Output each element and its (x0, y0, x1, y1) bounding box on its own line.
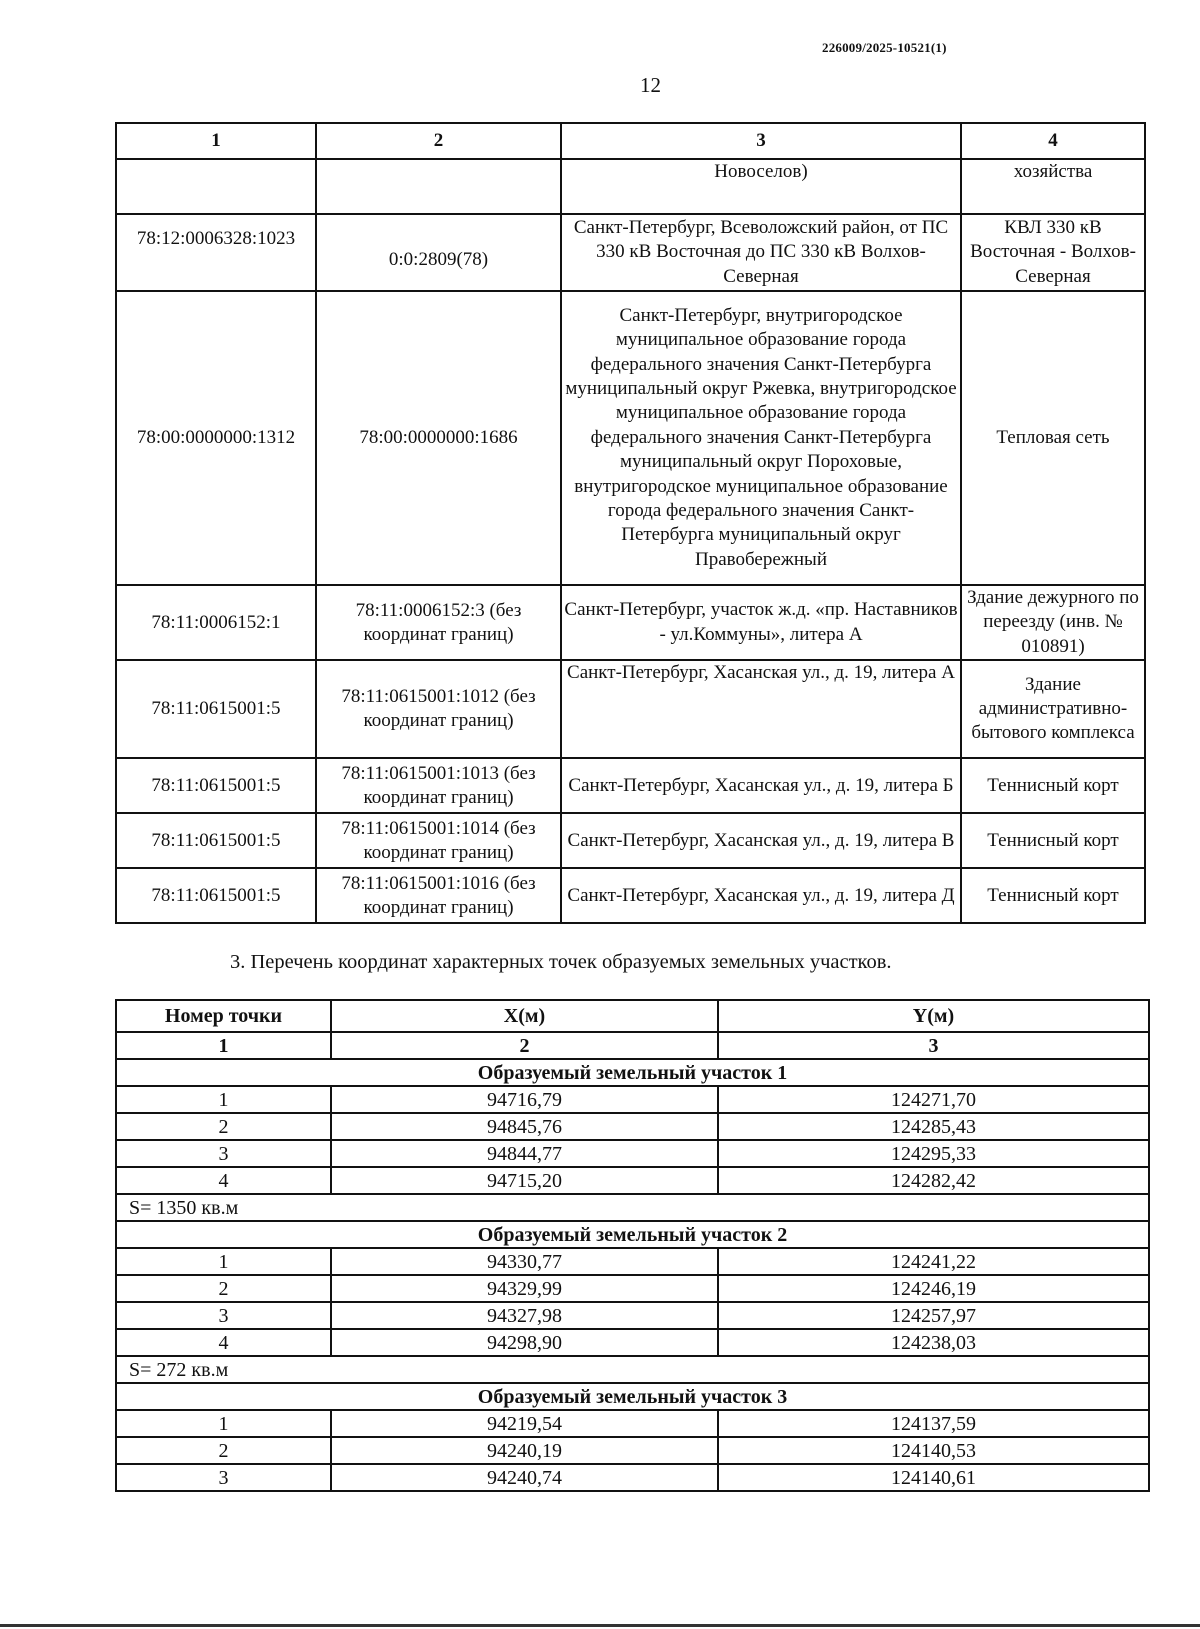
plot-title-row (116, 1059, 1149, 1086)
object-number: 78:11:0615001:1013 (без координат границ) (316, 758, 561, 813)
address: Санкт-Петербург, участок ж.д. «пр. Наставников - ул.Коммуны», литера А (561, 585, 961, 660)
point-y: 124282,42 (718, 1167, 1149, 1194)
point-number: 2 (116, 1113, 331, 1140)
area-row (116, 1194, 1149, 1221)
section-title: 3. Перечень координат характерных точек образуемых земельных участков. (230, 951, 892, 973)
document-id: 226009/2025-10521(1) (822, 40, 947, 55)
point-number: 4 (116, 1329, 331, 1356)
table-row (116, 1329, 1149, 1356)
point-x: 94330,77 (331, 1248, 718, 1275)
object-name: Теннисный корт (961, 813, 1145, 868)
coordinates-table (115, 999, 1150, 1492)
table-row (116, 868, 1145, 923)
point-number: 2 (116, 1437, 331, 1464)
header-cell: 1 (116, 123, 316, 159)
object-number: 78:11:0006152:3 (без координат границ) (316, 585, 561, 660)
object-number: 78:11:0615001:1012 (без координат границ) (316, 660, 561, 758)
objects-table (115, 122, 1146, 924)
table-row (116, 1086, 1149, 1113)
cadastral-number (116, 159, 316, 214)
object-number: 78:11:0615001:1016 (без координат границ) (316, 868, 561, 923)
page-number: 12 (640, 73, 661, 97)
plot-title-row (116, 1383, 1149, 1410)
table-header-row (116, 1000, 1149, 1032)
point-number: 4 (116, 1167, 331, 1194)
point-number: 1 (116, 1410, 331, 1437)
point-y: 124238,03 (718, 1329, 1149, 1356)
table-row (116, 1275, 1149, 1302)
point-y: 124295,33 (718, 1140, 1149, 1167)
object-name: Теннисный корт (961, 758, 1145, 813)
table-row (116, 1410, 1149, 1437)
point-y: 124137,59 (718, 1410, 1149, 1437)
header-cell: 4 (961, 123, 1145, 159)
plot-title: Образуемый земельный участок 2 (116, 1221, 1149, 1248)
table-row (116, 291, 1145, 585)
object-number: 78:00:0000000:1686 (316, 291, 561, 585)
table-row (116, 1113, 1149, 1140)
point-x: 94240,19 (331, 1437, 718, 1464)
cadastral-number: 78:11:0615001:5 (116, 868, 316, 923)
cadastral-number: 78:00:0000000:1312 (116, 291, 316, 585)
table-row (116, 1167, 1149, 1194)
address: Санкт-Петербург, внутригородское муниципальное образование города федерального значения Санкт-Петербурга муниципальный округ Ржевка, внутригородское муниципальное образование города федерального значения Санкт-Петербурга муниципальный округ Пороховые, внутригородское муниципальное образование города федерального значения Санкт-Петербурга муниципальный округ Правобережный (561, 291, 961, 585)
object-number (316, 159, 561, 214)
address: Санкт-Петербург, Хасанская ул., д. 19, литера А (561, 660, 961, 758)
cadastral-number: 78:11:0615001:5 (116, 813, 316, 868)
point-x: 94240,74 (331, 1464, 718, 1491)
header-x: X(м) (331, 1000, 718, 1032)
point-x: 94329,99 (331, 1275, 718, 1302)
point-x: 94716,79 (331, 1086, 718, 1113)
point-y: 124257,97 (718, 1302, 1149, 1329)
table-row (116, 214, 1145, 291)
object-name: хозяйства (961, 159, 1145, 214)
table-row (116, 1302, 1149, 1329)
plot-title: Образуемый земельный участок 1 (116, 1059, 1149, 1086)
point-x: 94715,20 (331, 1167, 718, 1194)
cadastral-number: 78:11:0615001:5 (116, 660, 316, 758)
cadastral-number: 78:11:0006152:1 (116, 585, 316, 660)
point-x: 94219,54 (331, 1410, 718, 1437)
object-number: 78:11:0615001:1014 (без координат границ) (316, 813, 561, 868)
address: Новоселов) (561, 159, 961, 214)
table-row (116, 585, 1145, 660)
point-number: 3 (116, 1464, 331, 1491)
object-name: Здание дежурного по переезду (инв. № 010891) (961, 585, 1145, 660)
address: Санкт-Петербург, Хасанская ул., д. 19, литера Д (561, 868, 961, 923)
plot-title-row (116, 1221, 1149, 1248)
address: Санкт-Петербург, Всеволожский район, от ПС 330 кВ Восточная до ПС 330 кВ Волхов-Северная (561, 214, 961, 291)
point-x: 94844,77 (331, 1140, 718, 1167)
table-row (116, 1140, 1149, 1167)
table-header-row (116, 123, 1145, 159)
point-y: 124241,22 (718, 1248, 1149, 1275)
header-y: Y(м) (718, 1000, 1149, 1032)
header-cell: 3 (561, 123, 961, 159)
point-y: 124271,70 (718, 1086, 1149, 1113)
plot-area: S= 1350 кв.м (116, 1194, 1149, 1221)
point-number: 3 (116, 1302, 331, 1329)
table-index-row (116, 1032, 1149, 1059)
plot-title: Образуемый земельный участок 3 (116, 1383, 1149, 1410)
point-y: 124285,43 (718, 1113, 1149, 1140)
plot-area: S= 272 кв.м (116, 1356, 1149, 1383)
point-number: 1 (116, 1086, 331, 1113)
point-number: 3 (116, 1140, 331, 1167)
address: Санкт-Петербург, Хасанская ул., д. 19, литера В (561, 813, 961, 868)
table-row (116, 1248, 1149, 1275)
header-point-number: Номер точки (116, 1000, 331, 1032)
address: Санкт-Петербург, Хасанская ул., д. 19, литера Б (561, 758, 961, 813)
object-name: Теннисный корт (961, 868, 1145, 923)
point-y: 124140,61 (718, 1464, 1149, 1491)
point-y: 124140,53 (718, 1437, 1149, 1464)
point-number: 2 (116, 1275, 331, 1302)
header-cell: 2 (316, 123, 561, 159)
index-cell: 2 (331, 1032, 718, 1059)
table-row (116, 1464, 1149, 1491)
point-x: 94845,76 (331, 1113, 718, 1140)
scan-edge-line (0, 1624, 1200, 1627)
index-cell: 1 (116, 1032, 331, 1059)
index-cell: 3 (718, 1032, 1149, 1059)
point-number: 1 (116, 1248, 331, 1275)
table-row (116, 813, 1145, 868)
point-x: 94327,98 (331, 1302, 718, 1329)
point-y: 124246,19 (718, 1275, 1149, 1302)
object-name: КВЛ 330 кВ Восточная - Волхов-Северная (961, 214, 1145, 291)
area-row (116, 1356, 1149, 1383)
table-row (116, 159, 1145, 214)
cadastral-number: 78:12:0006328:1023 (116, 214, 316, 291)
cadastral-number: 78:11:0615001:5 (116, 758, 316, 813)
table-row (116, 758, 1145, 813)
object-name: Здание административно-бытового комплекса (961, 660, 1145, 758)
object-name: Тепловая сеть (961, 291, 1145, 585)
point-x: 94298,90 (331, 1329, 718, 1356)
table-row (116, 1437, 1149, 1464)
table-row (116, 660, 1145, 758)
object-number: 0:0:2809(78) (316, 214, 561, 291)
